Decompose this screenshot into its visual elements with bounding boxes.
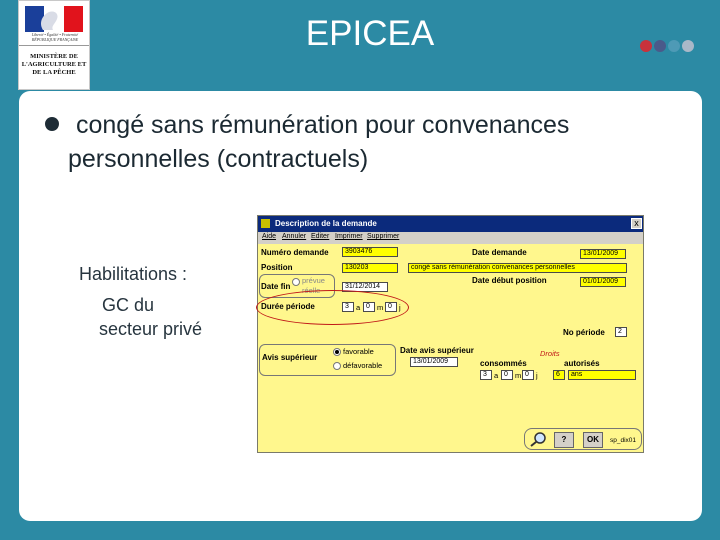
duree-annees-unit: a: [356, 303, 361, 312]
slide-title: EPICEA: [305, 14, 435, 53]
consommes-mois-field[interactable]: 0: [501, 370, 513, 380]
consommes-annees-field[interactable]: 3: [480, 370, 492, 380]
dot-1-icon: [640, 40, 652, 52]
droits-label: Droits: [540, 349, 560, 358]
prevue-label: prévue: [302, 276, 325, 285]
date-fin-field[interactable]: 31/12/2014: [342, 282, 388, 292]
position-text-field[interactable]: congé sans rémunération convenances personnelles: [408, 263, 627, 273]
close-button[interactable]: x: [631, 218, 642, 229]
duree-mois-unit: m: [377, 303, 384, 312]
defavorable-radio[interactable]: [333, 362, 341, 370]
bullet-icon: [45, 117, 59, 131]
highlight-ellipse: [256, 290, 409, 325]
menu-item-editer[interactable]: Editer: [311, 233, 330, 240]
favorable-label: favorable: [343, 347, 374, 356]
dialog-menubar: [258, 232, 643, 244]
autorises-field[interactable]: 6: [553, 370, 565, 380]
magnifier-icon[interactable]: [528, 431, 550, 447]
defavorable-label: défavorable: [343, 361, 383, 370]
consommes-jours-field[interactable]: 0: [522, 370, 534, 380]
habilitations-line1: GC du: [102, 295, 155, 315]
autorises-unit-field[interactable]: ans: [568, 370, 636, 380]
dot-4-icon: [682, 40, 694, 52]
menu-item-annuler[interactable]: Annuler: [282, 233, 307, 240]
screen-id: sp_dix01: [610, 437, 637, 444]
app-icon: [261, 219, 270, 228]
date-debut-label: Date début position: [472, 276, 547, 285]
consommes-jours-unit: j: [536, 371, 538, 380]
duree-jours-field[interactable]: 0: [385, 302, 397, 312]
duree-annees-field[interactable]: 3: [342, 302, 354, 312]
date-avis-field[interactable]: 13/01/2009: [410, 357, 458, 367]
habilitations-line2: secteur privé: [99, 319, 203, 339]
reelle-label: réelle: [302, 286, 321, 295]
numero-demande-label: Numéro demande: [261, 248, 329, 257]
duree-label: Durée période: [261, 302, 315, 311]
numero-demande-field[interactable]: 3903476: [342, 247, 398, 257]
consommes-label: consommés: [480, 359, 527, 368]
avis-superieur-label: Avis supérieur: [262, 353, 318, 362]
date-demande-label: Date demande: [472, 248, 527, 257]
no-periode-field[interactable]: 2: [615, 327, 627, 337]
ministry-name: MINISTÈRE DE L'AGRICULTURE ET DE LA PÊCHE: [21, 53, 87, 76]
consommes-mois-unit: m: [515, 371, 522, 380]
date-debut-field[interactable]: 01/01/2009: [580, 277, 626, 287]
favorable-radio[interactable]: [333, 348, 341, 356]
position-label: Position: [261, 263, 293, 272]
dialog-titlebar: [258, 216, 643, 232]
date-avis-label: Date avis supérieur: [400, 346, 474, 355]
dot-3-icon: [668, 40, 680, 52]
menu-item-supprimer[interactable]: Supprimer: [367, 233, 400, 240]
date-demande-field[interactable]: 13/01/2009: [580, 249, 626, 259]
demande-dialog: [257, 215, 644, 453]
dot-2-icon: [654, 40, 666, 52]
autorises-label: autorisés: [564, 359, 600, 368]
menu-item-aide[interactable]: Aide: [262, 233, 277, 240]
position-code-field[interactable]: 130203: [342, 263, 398, 273]
no-periode-label: No période: [563, 328, 605, 337]
duree-jours-unit: j: [399, 303, 401, 312]
help-button[interactable]: ?: [554, 432, 574, 448]
habilitations-label: Habilitations :: [79, 264, 188, 284]
date-fin-label: Date fin: [261, 282, 291, 291]
consommes-annees-unit: a: [494, 371, 499, 380]
ok-button[interactable]: OK: [583, 432, 603, 448]
dialog-title: Description de la demande: [275, 219, 377, 228]
logo-caption: Liberté • Égalité • Fraternité RÉPUBLIQUE FRANÇAISE: [31, 32, 79, 42]
prevue-radio[interactable]: [292, 278, 300, 286]
bullet-text-line2: personnelles (contractuels): [68, 145, 369, 173]
menu-item-imprimer[interactable]: Imprimer: [335, 233, 363, 240]
bullet-text-line1: congé sans rémunération pour convenances: [76, 111, 570, 139]
duree-mois-field[interactable]: 0: [363, 302, 375, 312]
